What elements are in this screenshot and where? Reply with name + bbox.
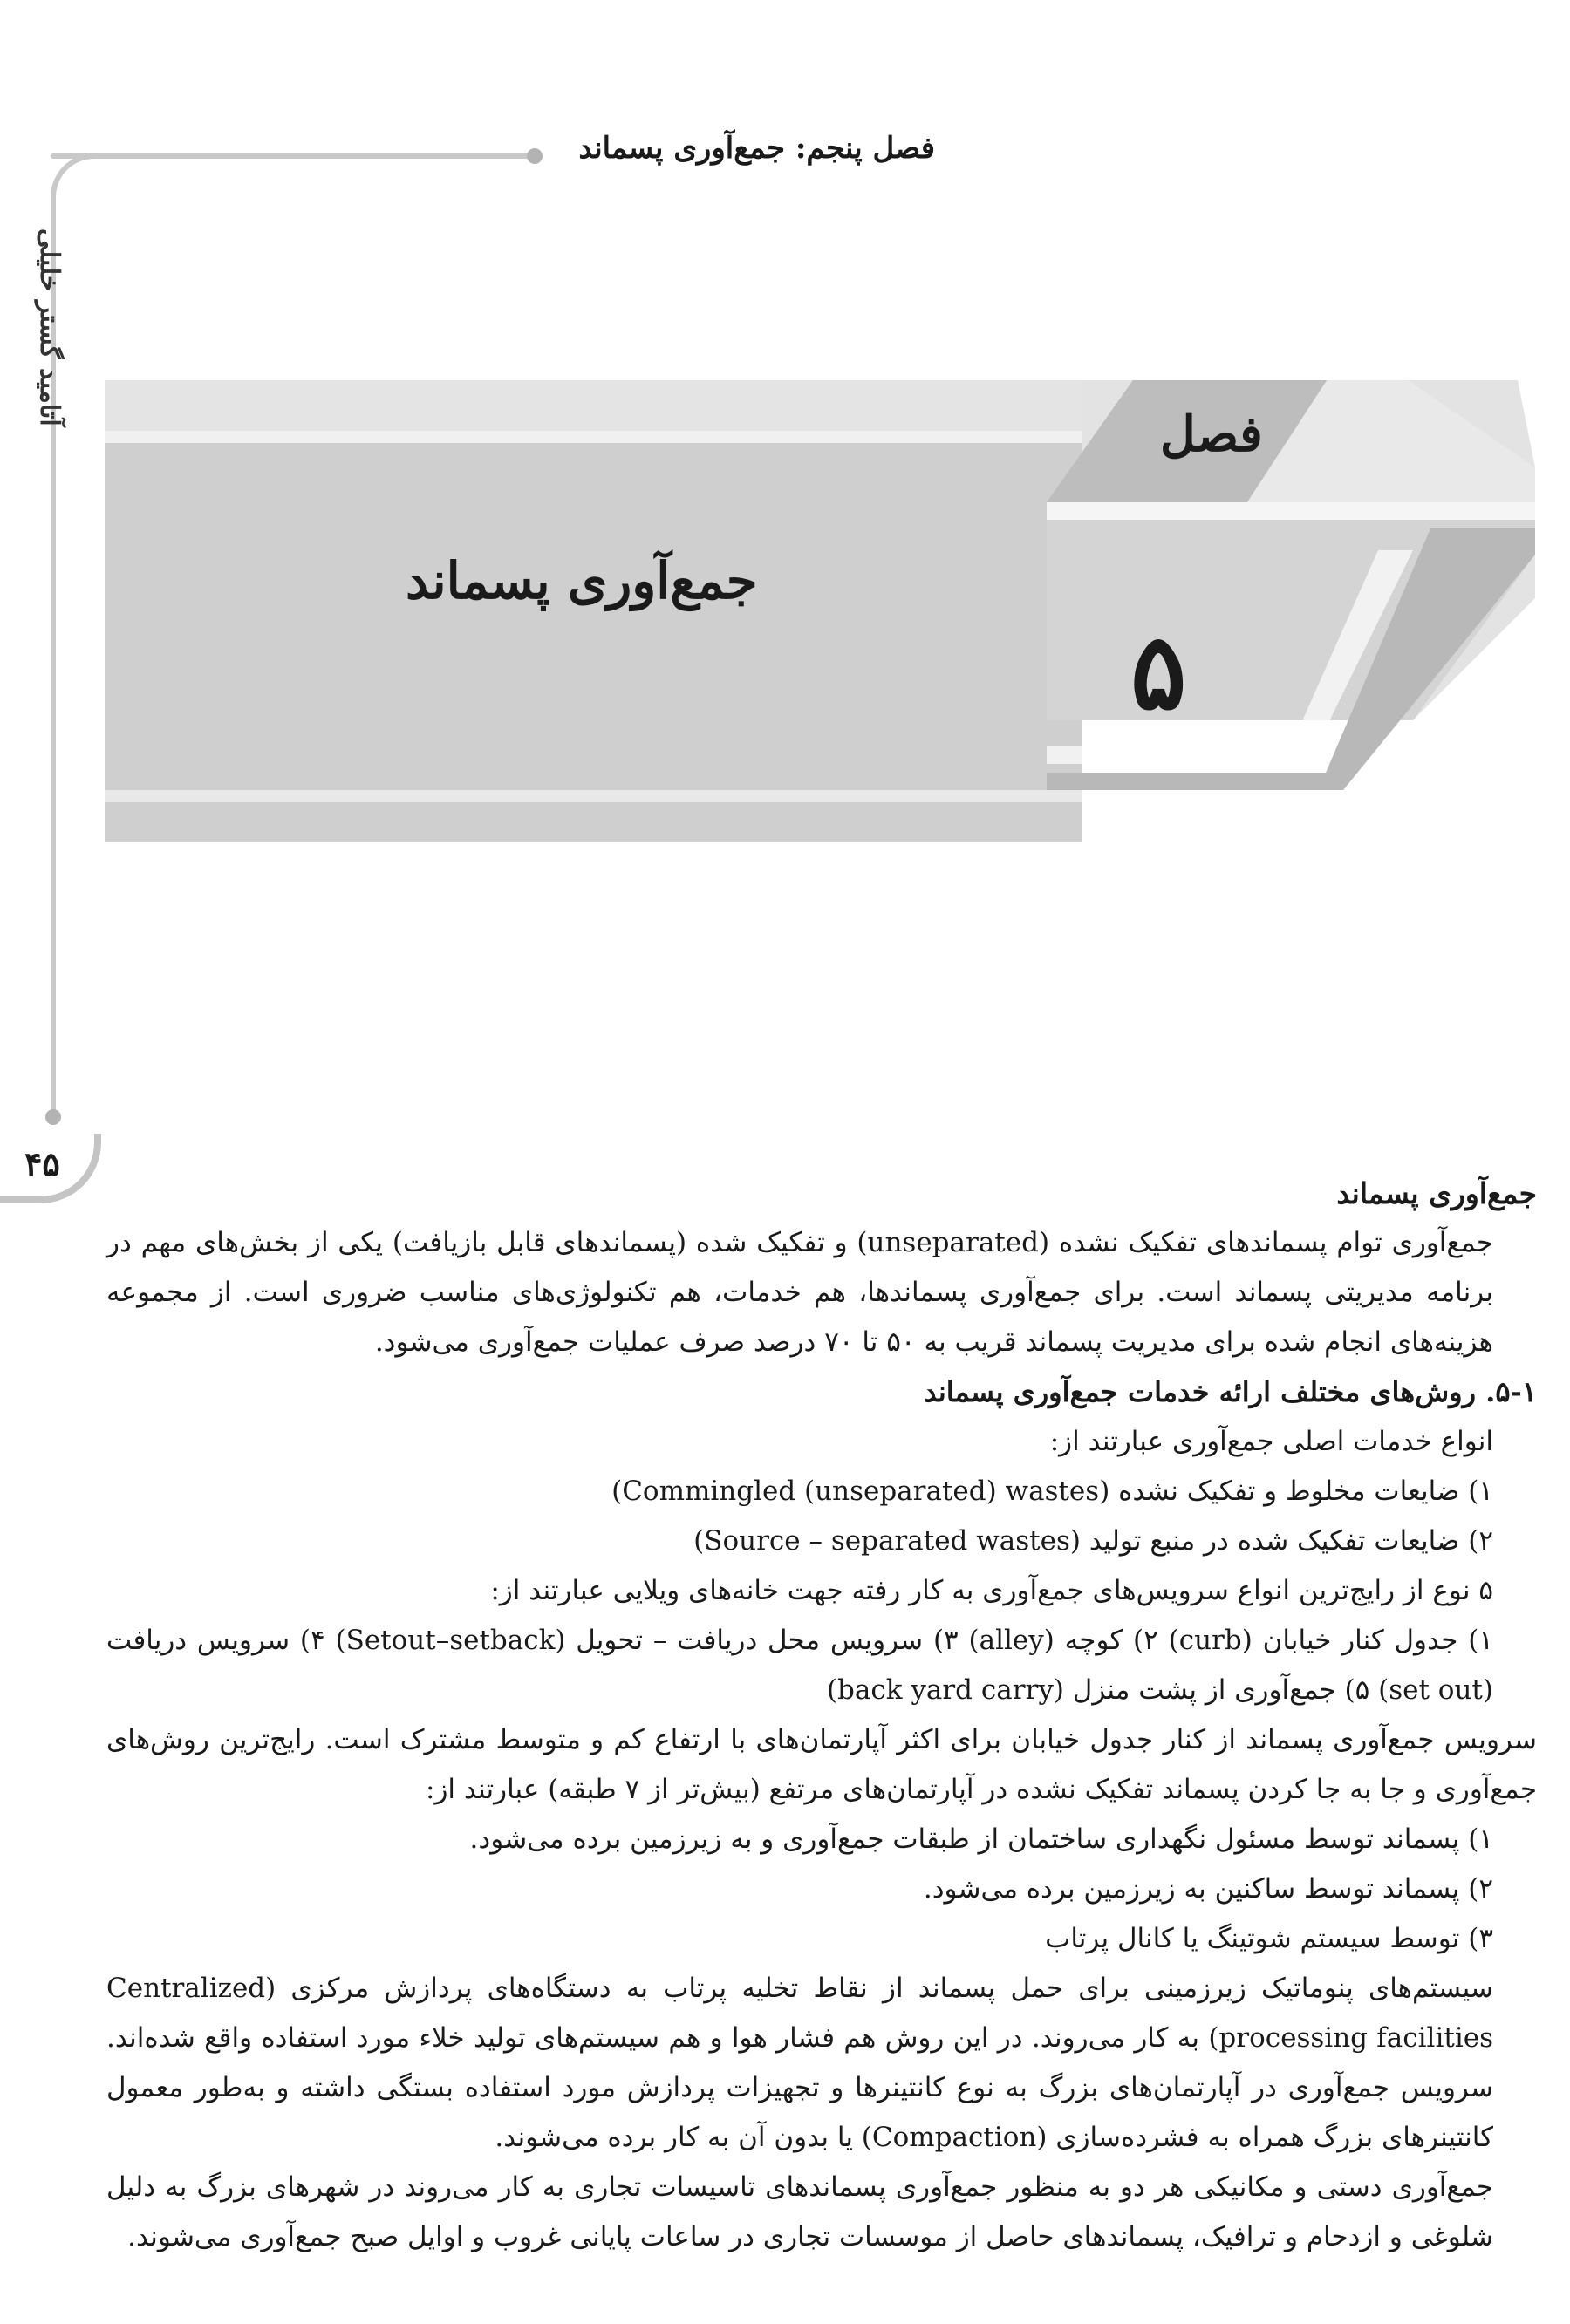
frame-dot-top xyxy=(527,148,543,164)
running-header: فصل پنجم: جمع‌آوری پسماند xyxy=(578,131,935,166)
side-author-text: آتامید گستر خلیلی xyxy=(34,228,65,426)
banner-graphic xyxy=(105,380,1535,842)
page-number: ۴۵ xyxy=(24,1144,60,1183)
frame-dot-bottom xyxy=(45,1109,61,1125)
list-item: ۲) ضایعات تفکیک شده در منبع تولید (Source – separated wastes) xyxy=(693,1525,1493,1557)
list-item: ۱) ضایعات مخلوط و تفکیک نشده (Commingled (unseparated) wastes) xyxy=(611,1476,1493,1507)
list-item: ۵ نوع از رایج‌ترین انواع سرویس‌های جمع‌آوری به کار رفته جهت خانه‌های ویلایی عبارتند از: xyxy=(490,1575,1493,1606)
chapter-banner xyxy=(105,380,1535,842)
intro-paragraph: جمع‌آوری توام پسماندهای تفکیک نشده (unseparated) و تفکیک شده (پسماندهای قابل بازیافت) یکی از بخش‌های مهم در برنامه مدیریتی پسماند است. برای جمع‌آوری پسماندها، هم خدمات، هم تکنولوژی‌های مناسب ضروری است. از مجموعه هزینه‌های انجام شده برای مدیریت پسماند قریب به ۵۰ تا ۷۰ درصد صرف عملیات جمع‌آوری می‌شود. xyxy=(106,1227,1493,1358)
commercial-paragraph: جمع‌آوری دستی و مکانیکی هر دو به منظور جمع‌آوری پسماندهای تاسیسات تجاری به کار می‌روند در شهرهای بزرگ به دلیل شلوغی و ازدحام و ترافیک، پسماندهای حاصل از موسسات تجاری در ساعات پایانی غروب و اوایل صبح جمع‌آوری می‌شوند. xyxy=(106,2171,1493,2252)
chapter-number: ۵ xyxy=(1130,610,1187,733)
list-item: ۳) توسط سیستم شوتینگ یا کانال پرتاب xyxy=(1045,1923,1493,1954)
list-item: ۱) پسماند توسط مسئول نگهداری ساختمان از طبقات جمع‌آوری و به زیرزمین برده می‌شود. xyxy=(469,1823,1493,1855)
frame-top-line xyxy=(51,153,535,159)
service-types-paragraph: ۱) جدول کنار خیابان (curb) ۲) کوچه (alley) ۳) سرویس محل دریافت – تحویل (Setout–setback) ۴) سرویس دریافت (set out) ۵) جمع‌آوری از پشت منزل (back yard carry) xyxy=(106,1625,1494,1706)
chapter-title: جمع‌آوری پسماند xyxy=(406,551,758,610)
list-item: انواع خدمات اصلی جمع‌آوری عبارتند از: xyxy=(1049,1426,1493,1457)
body-content xyxy=(106,1169,1537,2262)
pneumatic-paragraph: سیستم‌های پنوماتیک زیرزمینی برای حمل پسماند از نقاط تخلیه پرتاب به دستگاه‌های پردازش مرکزی (Centralized processing facilities) به کار می‌روند. در این روش هم فشار هوا و هم سیستم‌های تولید خلاء مورد استفاده واقع شده‌اند. سرویس جمع‌آوری در آپارتمان‌های بزرگ به نوع کانتینرها و تجهیزات پردازش مورد استفاده بستگی داشته و به‌طور معمول کانتینرهای بزرگ همراه به فشرده‌سازی (Compaction) یا بدون آن به کار برده می‌شوند. xyxy=(106,1973,1493,2153)
list-item: ۲) پسماند توسط ساکنین به زیرزمین برده می‌شود. xyxy=(923,1873,1493,1905)
apartments-paragraph: سرویس جمع‌آوری پسماند از کنار جدول خیابان برای اکثر آپارتمان‌های با ارتفاع کم و متوسط مشترک است. رایج‌ترین روش‌های جمع‌آوری و جا به جا کردن پسماند تفکیک نشده در آپارتمان‌های مرتفع (بیش‌تر از ۷ طبقه) عبارتند از: xyxy=(106,1724,1537,1805)
chapter-word: فصل xyxy=(1160,406,1263,463)
subsection-heading: ۵-۱. روش‌های مختلف ارائه خدمات جمع‌آوری پسماند xyxy=(924,1375,1537,1408)
section-heading: جمع‌آوری پسماند xyxy=(1336,1176,1537,1210)
